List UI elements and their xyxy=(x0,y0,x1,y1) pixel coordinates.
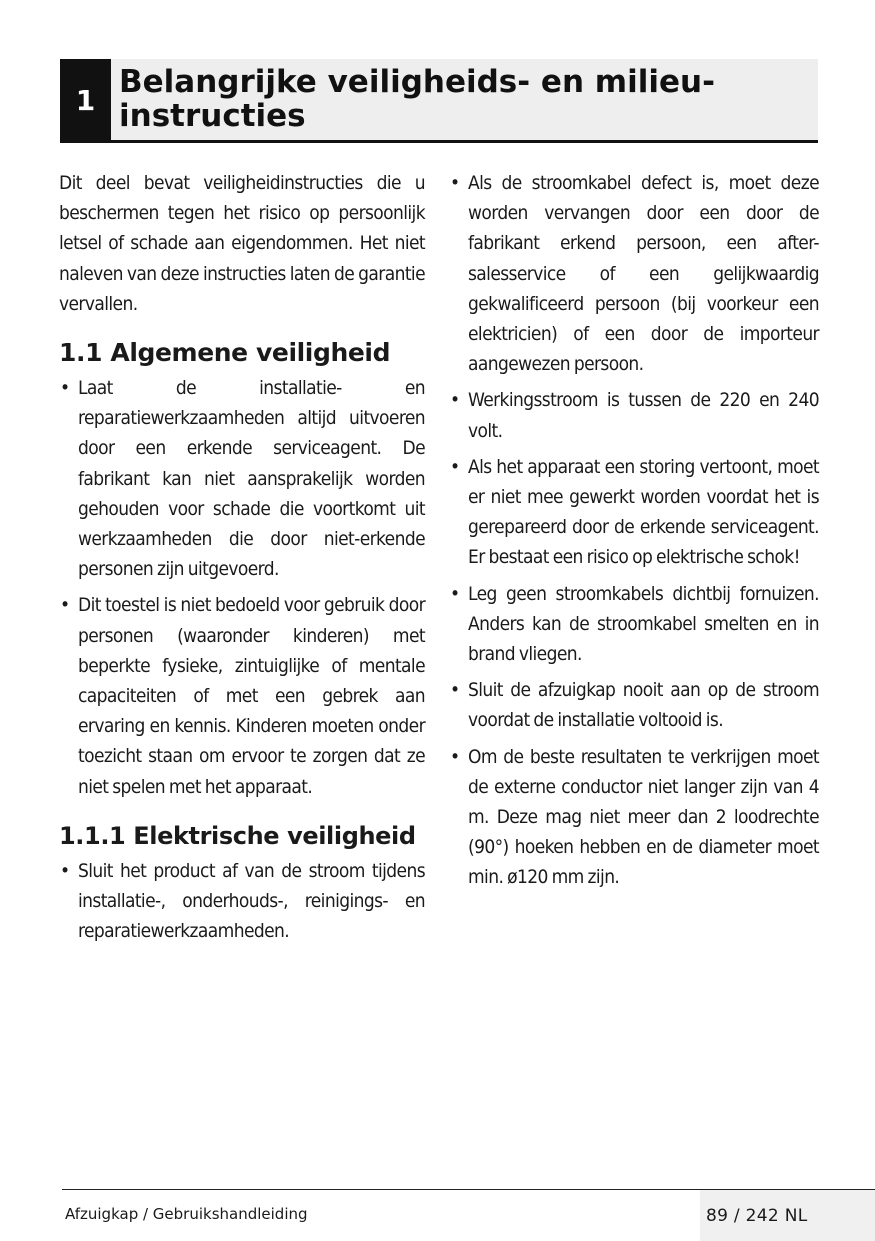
bullet-icon: • xyxy=(450,389,460,412)
list-item-text: Werkingsstroom is tussen de 220 en 240 volt. xyxy=(468,389,819,442)
electrical-safety-list-left xyxy=(59,856,425,947)
electrical-safety-list-right xyxy=(449,168,819,893)
list-item xyxy=(59,373,425,584)
bullet-icon: • xyxy=(60,594,70,617)
list-item xyxy=(59,856,425,947)
list-item-text: Sluit de afzuigkap nooit aan op de stroom voordat de installatie voltooid is. xyxy=(468,679,819,732)
list-item xyxy=(449,385,819,445)
list-item-text: Dit toestel is niet bedoeld voor gebruik door personen (waaronder kinderen) met beperkte fysieke, zintuiglijke of mentale capaciteiten of met een gebrek aan ervaring en kennis. Kinderen moeten onder toezicht staan om ervoor te zorgen dat ze niet spelen met het apparaat. xyxy=(78,594,425,798)
list-item xyxy=(449,452,819,573)
chapter-number: 1 xyxy=(60,59,111,143)
bullet-icon: • xyxy=(450,745,460,768)
footer-page-box xyxy=(700,1190,875,1241)
list-item-text: Als de stroomkabel defect is, moet deze worden vervangen door een door de fabrikant erkend persoon, een after-salesservice of een gelijkwaardig gekwalificeerd persoon (bij voorkeur een elektricien) of een door de importeur aangewezen persoon. xyxy=(468,172,819,376)
right-column xyxy=(449,168,819,899)
bullet-icon: • xyxy=(60,377,70,400)
list-item-text: Als het apparaat een storing vertoont, moet er niet mee gewerkt worden voordat het is gerepareerd door de erkende serviceagent. Er bestaat een risico op elektrische schok! xyxy=(468,455,819,569)
chapter-title-box xyxy=(111,59,818,143)
list-item xyxy=(449,168,819,379)
list-item xyxy=(59,590,425,801)
list-item-text: Sluit het product af van de stroom tijdens installatie-, onderhouds-, reinigings- en reparatiewerkzaamheden. xyxy=(78,859,425,943)
list-item-text: Laat de installatie- en reparatiewerkzaamheden altijd uitvoeren door een erkende serviceagent. De fabrikant kan niet aansprakelijk worden gehouden voor schade die voortkomt uit werkzaamheden die door niet-erkende personen zijn uitgevoerd. xyxy=(78,377,425,581)
left-column xyxy=(59,168,425,952)
page-number: 89 / 242 NL xyxy=(706,1206,808,1226)
list-item xyxy=(449,579,819,670)
bullet-icon: • xyxy=(450,582,460,605)
chapter-title: Belangrijke veiligheids- en milieu-instructies xyxy=(119,64,715,134)
list-item-text: Om de beste resultaten te verkrijgen moet de externe conductor niet langer zijn van 4 m. Deze mag niet meer dan 2 loodrechte (90°) hoeken hebben en de diameter moet min. ø120 mm zijn. xyxy=(468,745,819,889)
footer-document-name: Afzuigkap / Gebruikshandleiding xyxy=(65,1205,308,1223)
section-heading-electrical-safety: 1.1.1 Elektrische veiligheid xyxy=(59,821,416,850)
bullet-icon: • xyxy=(450,172,460,194)
section-heading-general-safety: 1.1 Algemene veiligheid xyxy=(59,338,391,368)
general-safety-list xyxy=(59,373,425,802)
list-item-text: Leg geen stroomkabels dichtbij fornuizen. Anders kan de stroomkabel smelten en in brand vliegen. xyxy=(468,582,819,666)
list-item xyxy=(449,675,819,735)
list-item xyxy=(449,742,819,893)
bullet-icon: • xyxy=(60,859,70,882)
intro-paragraph: Dit deel bevat veiligheidinstructies die u beschermen tegen het risico op persoonlijk letsel of schade aan eigendommen. Het niet naleven van deze instructies laten de garantie vervallen. xyxy=(59,172,425,315)
chapter-header xyxy=(60,59,818,143)
bullet-icon: • xyxy=(450,455,460,478)
bullet-icon: • xyxy=(450,679,460,702)
